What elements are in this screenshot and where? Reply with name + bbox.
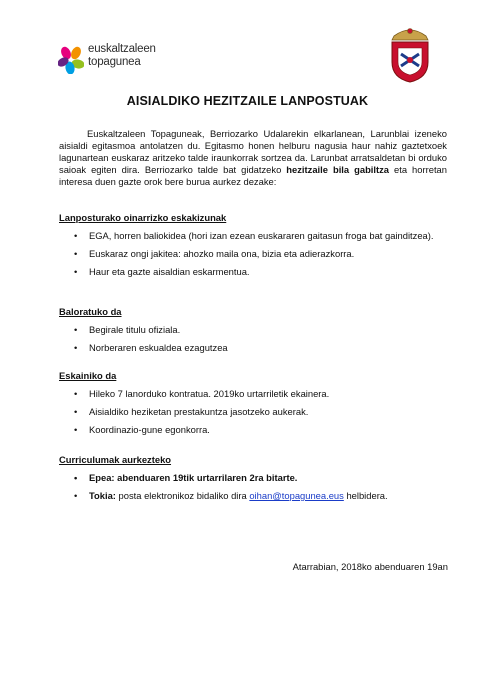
list-item: • Norberaren eskualdea ezagutzea <box>74 342 228 353</box>
valued-heading: Baloratuko da <box>59 306 122 317</box>
municipal-crest-icon <box>386 26 434 84</box>
bullet-icon: • <box>74 324 78 335</box>
intro-text-2: eta horretan interesa duen gazte orok bere burua aurkez dezake: <box>59 164 447 187</box>
logo-line1: euskaltzaleen <box>88 43 156 55</box>
list-item: • Aisialdiko heziketan prestakuntza jasotzeko aukerak. <box>74 406 309 417</box>
bullet-icon: • <box>74 388 78 399</box>
intro-text-1: Euskaltzaleen Topaguneak, Berriozarko Udalarekin elkarlanean, Larunblai izeneko aisialdi egitasmoa antolatzen du. Egitasmo honen helburu nagusia haur nahiz gaztetxoek lagunartean euskaraz aritzeko talde iraunkorrak sortzea da. Larunbat arratsaldetan bi orduko saioak egiten dira. Berriozarko talde bat gidatzeko <box>59 128 447 175</box>
bullet-icon: • <box>74 424 78 435</box>
bullet-icon: • <box>74 342 78 353</box>
list-item: • Epea: abenduaren 19tik urtarrilaren 2ra bitarte. <box>74 472 298 483</box>
intro-bold: hezitzaile bila gabiltza <box>286 164 390 175</box>
cv-heading: Curriculumak aurkezteko <box>59 454 172 465</box>
bullet-icon: • <box>74 472 78 483</box>
bullet-icon: • <box>74 490 78 501</box>
list-item: • Begirale titulu ofiziala. <box>74 324 181 335</box>
list-item: • EGA, horren baliokidea (hori izan ezean euskararen gaitasun froga bat gainditzea). <box>74 230 434 241</box>
list-item: • Koordinazio-gune egonkorra. <box>74 424 210 435</box>
valued-list <box>59 324 459 354</box>
dateline: Atarrabian, 2018ko abenduaren 19an <box>292 561 448 572</box>
cv-section <box>59 454 459 502</box>
list-item: • Euskaraz ongi jakitea: ahozko maila ona, bizia eta adierazkorra. <box>74 248 355 259</box>
bullet-icon: • <box>74 406 78 417</box>
logo-line2: topagunea <box>88 56 141 68</box>
offer-list <box>59 388 459 436</box>
cv-list <box>59 472 459 502</box>
intro-paragraph <box>59 128 447 188</box>
list-item: • Hileko 7 lanorduko kontratua. 2019ko urtarriletik ekainera. <box>74 388 330 399</box>
topagunea-logo <box>58 40 178 80</box>
requirements-list <box>59 230 459 278</box>
offer-heading: Eskainiko da <box>59 370 117 381</box>
offer-section <box>59 370 459 436</box>
flower-logo-icon <box>58 46 84 74</box>
bullet-icon: • <box>74 248 78 259</box>
email-link[interactable]: oihan@topagunea.eus <box>249 490 344 501</box>
document-title: AISIALDIKO HEZITZAILE LANPOSTUAK <box>126 94 369 108</box>
bullet-icon: • <box>74 266 78 277</box>
requirements-heading: Lanposturako oinarrizko eskakizunak <box>59 212 227 223</box>
list-item: • Haur eta gazte aisaldian eskarmentua. <box>74 266 250 277</box>
list-item: • Tokia: posta elektronikoz bidaliko dira oihan@topagunea.eus helbidera. <box>74 490 388 501</box>
valued-section <box>59 306 459 354</box>
requirements-section <box>59 212 459 278</box>
bullet-icon: • <box>74 230 78 241</box>
logo-wordmark <box>88 43 156 69</box>
